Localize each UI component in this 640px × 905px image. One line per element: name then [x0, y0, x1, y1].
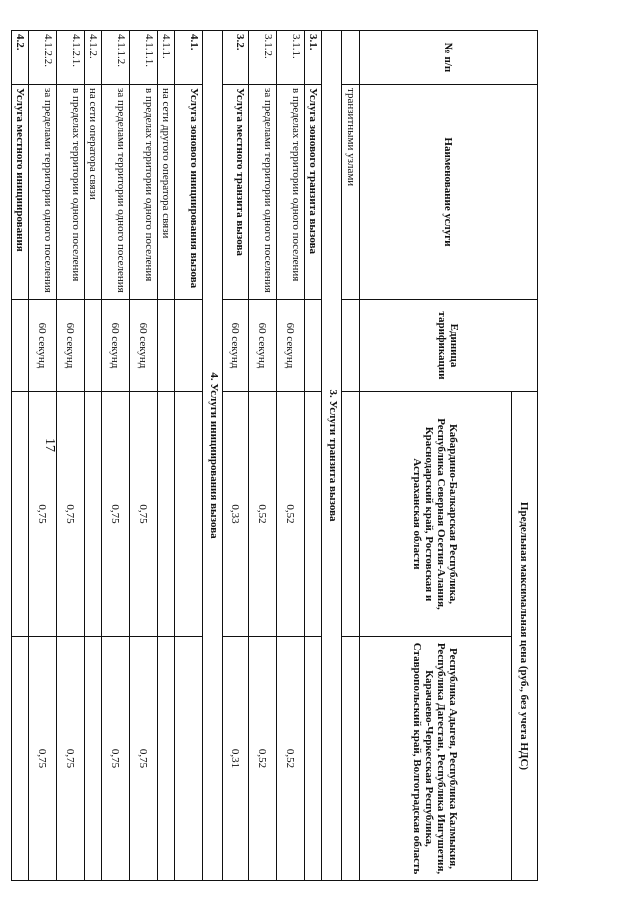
- row-num: 4.1.: [175, 31, 203, 85]
- row-value-b: [175, 637, 203, 881]
- row-value-b: 0,75: [102, 637, 130, 881]
- row-name: в пределах территории одного поселения: [277, 85, 305, 300]
- row-num: 4.1.1.: [158, 31, 175, 85]
- header-num: № п/п: [360, 31, 538, 85]
- carry-b: [342, 637, 360, 881]
- row-value-b: 0,52: [277, 637, 305, 881]
- row-unit: [158, 300, 175, 392]
- header-unit: Единица тарификации: [360, 300, 538, 392]
- carry-text: транзитными узлами: [342, 85, 360, 300]
- row-unit: [305, 300, 322, 392]
- row-unit: [175, 300, 203, 392]
- tariff-table: [11, 30, 538, 881]
- row-unit: 60 секунд: [130, 300, 158, 392]
- header-service-name: Наименование услуги: [360, 85, 538, 300]
- row-name: за пределами территории одного поселения: [29, 85, 57, 300]
- carry-unit: [342, 300, 360, 392]
- row-value-a: [175, 392, 203, 637]
- row-value-b: 0,75: [57, 637, 85, 881]
- section-title: 4. Услуги инициирования вызова: [203, 31, 223, 881]
- row-num: 4.1.2.: [85, 31, 102, 85]
- row-value-a: [158, 392, 175, 637]
- carry-num: [342, 31, 360, 85]
- row-num: 3.2.: [223, 31, 249, 85]
- row-num: 4.1.2.1.: [57, 31, 85, 85]
- row-name: за пределами территории одного поселения: [249, 85, 277, 300]
- row-value-b: 0,52: [249, 637, 277, 881]
- section-title: 3. Услуги транзита вызова: [322, 31, 342, 881]
- row-value-a: 0,52: [249, 392, 277, 637]
- row-value-b: [305, 637, 322, 881]
- header-region-a: Кабардино-Балкарская Республика, Республика Северная Осетия-Алания, Краснодарский край, Ростовская и Астраханская области: [360, 392, 512, 637]
- row-num: 4.1.2.2.: [29, 31, 57, 85]
- row-value-b: [12, 637, 29, 881]
- row-unit: 60 секунд: [223, 300, 249, 392]
- row-value-a: [85, 392, 102, 637]
- header-region-b: Республика Адыгея, Республика Калмыкия, Республика Дагестан, Республика Ингушетия, Карачаево-Черкесская Республика, Ставропольский край, Волгоградская область: [360, 637, 512, 881]
- row-num: 4.1.1.1.: [130, 31, 158, 85]
- row-unit: [85, 300, 102, 392]
- row-name: Услуга местного инициирования: [12, 85, 29, 300]
- row-unit: [12, 300, 29, 392]
- row-name: в пределах территории одного поселения: [57, 85, 85, 300]
- row-value-b: 0,75: [130, 637, 158, 881]
- row-unit: 60 секунд: [249, 300, 277, 392]
- row-num: 4.2.: [12, 31, 29, 85]
- row-num: 3.1.1.: [277, 31, 305, 85]
- row-value-b: 0,75: [29, 637, 57, 881]
- page-number: 17: [42, 438, 57, 452]
- row-value-a: 0,75: [29, 392, 57, 637]
- carry-a: [342, 392, 360, 637]
- row-value-a: 0,75: [102, 392, 130, 637]
- row-value-b: 0,31: [223, 637, 249, 881]
- row-name: Услуга зонового инициирования вызова: [175, 85, 203, 300]
- row-name: Услуга местного транзита вызова: [223, 85, 249, 300]
- row-name: на сети другого оператора связи: [158, 85, 175, 300]
- row-num: 4.1.1.2.: [102, 31, 130, 85]
- row-unit: 60 секунд: [57, 300, 85, 392]
- row-value-a: 0,33: [223, 392, 249, 637]
- row-value-b: [85, 637, 102, 881]
- row-unit: 60 секунд: [277, 300, 305, 392]
- row-name: за пределами территории одного поселения: [102, 85, 130, 300]
- row-name: Услуга зонового транзита вызова: [305, 85, 322, 300]
- row-num: 3.1.: [305, 31, 322, 85]
- row-value-a: 0,52: [277, 392, 305, 637]
- row-value-a: [305, 392, 322, 637]
- header-price-group: Предельная максимальная цена (руб., без учета НДС): [512, 392, 538, 881]
- row-value-a: 0,75: [130, 392, 158, 637]
- row-num: 3.1.2.: [249, 31, 277, 85]
- row-value-b: [158, 637, 175, 881]
- row-name: в пределах территории одного поселения: [130, 85, 158, 300]
- row-unit: 60 секунд: [29, 300, 57, 392]
- row-unit: 60 секунд: [102, 300, 130, 392]
- row-value-a: [12, 392, 29, 637]
- row-value-a: 0,75: [57, 392, 85, 637]
- row-name: на сети оператора связи: [85, 85, 102, 300]
